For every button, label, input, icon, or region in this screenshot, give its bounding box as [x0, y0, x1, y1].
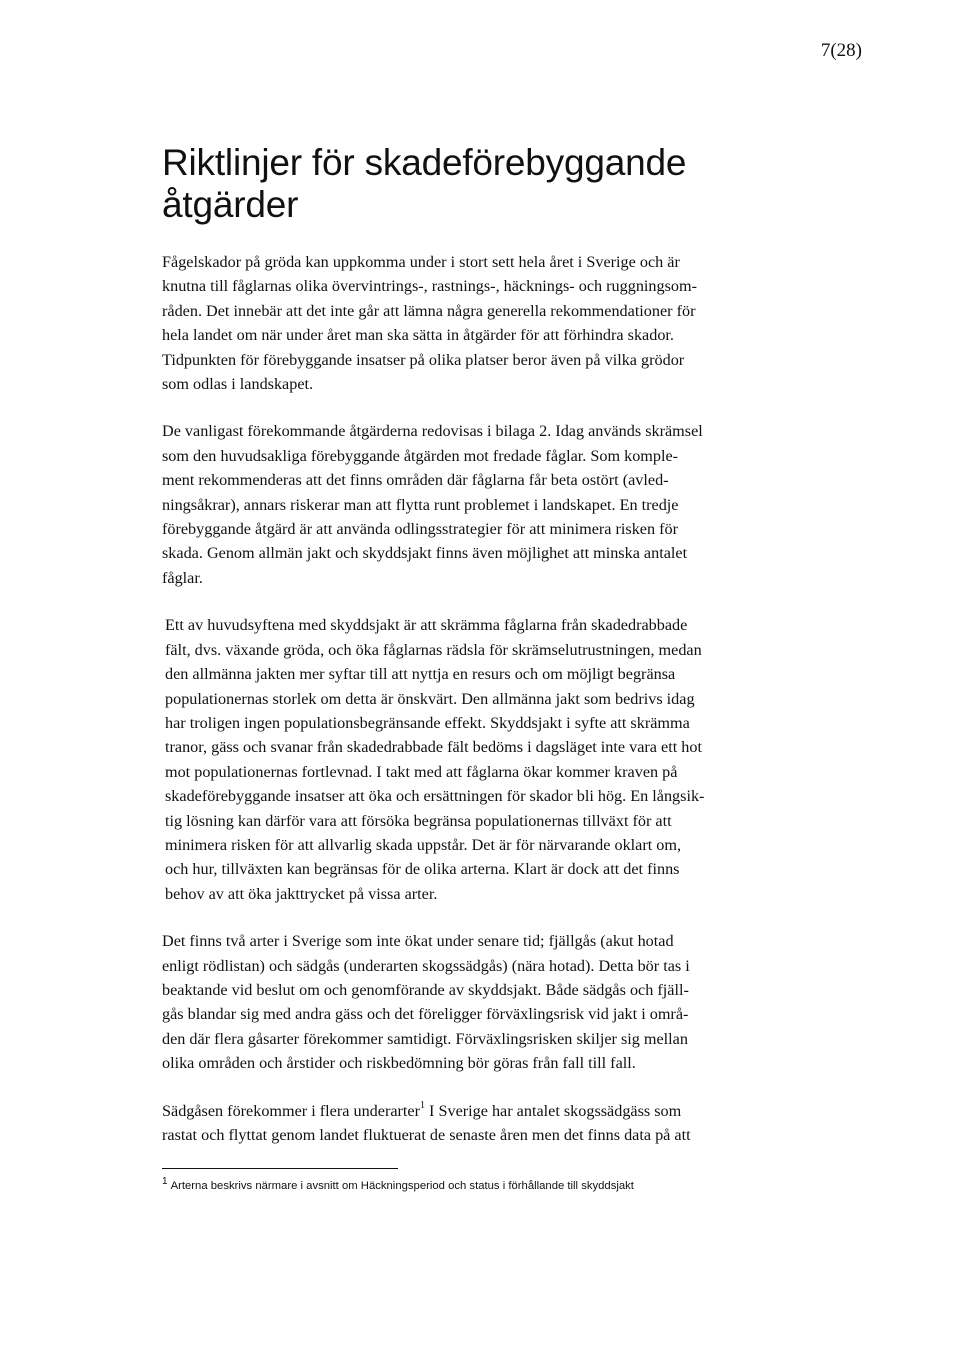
- text-line: råden. Det innebär att det inte går att lämna några generella rekommendationer för: [162, 301, 696, 320]
- text-line: tranor, gäss och svanar från skadedrabbade fält bedöms i dagsläget inte vara ett hot: [165, 738, 702, 757]
- text-line: enligt rödlistan) och sädgås (underarten skogssädgås) (nära hotad). Detta bör tas i: [162, 956, 690, 975]
- body-text: [162, 250, 772, 1147]
- footnote-text: Arterna beskrivs närmare i avsnitt om Häckningsperiod och status i förhållande till skyddsjakt: [170, 1180, 634, 1192]
- text-line: fåglar.: [162, 568, 203, 587]
- text-line: populationernas storlek om detta är önskvärt. Den allmänna jakt som bedrivs idag: [165, 689, 695, 708]
- text-line: skadeförebyggande insatser att öka och ersättningen för skador bli hög. En långsik-: [165, 787, 705, 806]
- text-line: [162, 1099, 772, 1123]
- text-line: skada. Genom allmän jakt och skyddsjakt finns även möjlighet att minska antalet: [162, 544, 688, 563]
- text-line: De vanligast förekommande åtgärderna redovisas i bilaga 2. Idag används skrämsel: [162, 422, 703, 441]
- paragraph-3: [162, 613, 772, 906]
- text-fragment: I Sverige har antalet skogssädgäss som: [424, 1101, 682, 1120]
- text-line: beaktande vid beslut om och genomförande av skyddsjakt. Både sädgås och fjäll-: [162, 980, 689, 999]
- text-line: hela landet om när under året man ska sätta in åtgärder för att förhindra skador.: [162, 326, 674, 345]
- text-line: tig lösning kan därför vara att försöka begränsa populationernas tillväxt för att: [165, 811, 672, 830]
- text-line: minimera risken för att allvarlig skada uppstår. Det är för närvarande oklart om,: [165, 835, 682, 854]
- text-line: ment rekommenderas att det finns områden där fåglarna får beta ostört (avled-: [162, 471, 669, 490]
- footnote-separator: [162, 1168, 398, 1169]
- text-line: förebyggande åtgärd är att använda odlingsstrategier för att minimera risken för: [162, 520, 679, 539]
- text-line: som den huvudsakliga förebyggande åtgärden mot fredade fåglar. Som komple-: [162, 446, 679, 465]
- paragraph-2: [162, 419, 772, 590]
- text-line: rastat och flyttat genom landet fluktuerat de senaste åren men det finns data på att: [162, 1126, 691, 1144]
- text-line: knutna till fåglarnas olika övervintrings-, rastnings-, häcknings- och ruggningsom-: [162, 277, 697, 296]
- text-fragment: Sädgåsen förekommer i flera underarter: [162, 1101, 420, 1120]
- paragraph-4: [162, 929, 772, 1075]
- text-line: den allmänna jakten mer syftar till att nyttja en resurs och om möjligt begränsa: [165, 665, 676, 684]
- footnote-marker: 1: [162, 1176, 168, 1187]
- text-line: som odlas i landskapet.: [162, 375, 314, 394]
- footnote: [162, 1176, 802, 1192]
- page-number: 7(28): [820, 40, 862, 61]
- paragraph-5: [162, 1099, 772, 1148]
- text-line: fält, dvs. växande gröda, och öka fåglarnas rädsla för skrämselutrustningen, medan: [165, 640, 702, 659]
- text-line: behov av att öka jakttrycket på vissa arter.: [165, 884, 438, 903]
- text-line: gås blandar sig med andra gäss och det föreligger förväxlingsrisk vid jakt i områ-: [162, 1005, 689, 1024]
- text-line: har troligen ingen populationsbegränsande effekt. Skyddsjakt i syfte att skrämma: [165, 713, 690, 732]
- heading-line: Riktlinjer för skadeförebyggande: [162, 142, 687, 183]
- page-heading: [162, 142, 862, 226]
- footnote-reference[interactable]: 1: [419, 1100, 425, 1112]
- text-line: Tidpunkten för förebyggande insatser på olika platser beror även på vilka grödor: [162, 350, 685, 369]
- text-line: den där flera gåsarter förekommer samtidigt. Förväxlingsrisken skiljer sig mellan: [162, 1029, 688, 1048]
- text-line: olika områden och årstider och riskbedömning bör göras från fall till fall.: [162, 1054, 636, 1073]
- text-line: Det finns två arter i Sverige som inte ökat under senare tid; fjällgås (akut hotad: [162, 932, 674, 951]
- heading-line: åtgärder: [162, 184, 299, 225]
- paragraph-1: [162, 250, 772, 396]
- text-line: mot populationernas fortlevnad. I takt med att fåglarna ökar kommer kraven på: [165, 762, 678, 781]
- text-line: och hur, tillväxten kan begränsas för de olika arterna. Klart är dock att det finns: [165, 860, 680, 879]
- text-line: Fågelskador på gröda kan uppkomma under i stort sett hela året i Sverige och är: [162, 253, 680, 271]
- text-line: ningsåkrar), annars riskerar man att flytta runt problemet i landskapet. En tredje: [162, 495, 679, 514]
- text-line: Ett av huvudsyftena med skyddsjakt är att skrämma fåglarna från skadedrabbade: [165, 616, 688, 635]
